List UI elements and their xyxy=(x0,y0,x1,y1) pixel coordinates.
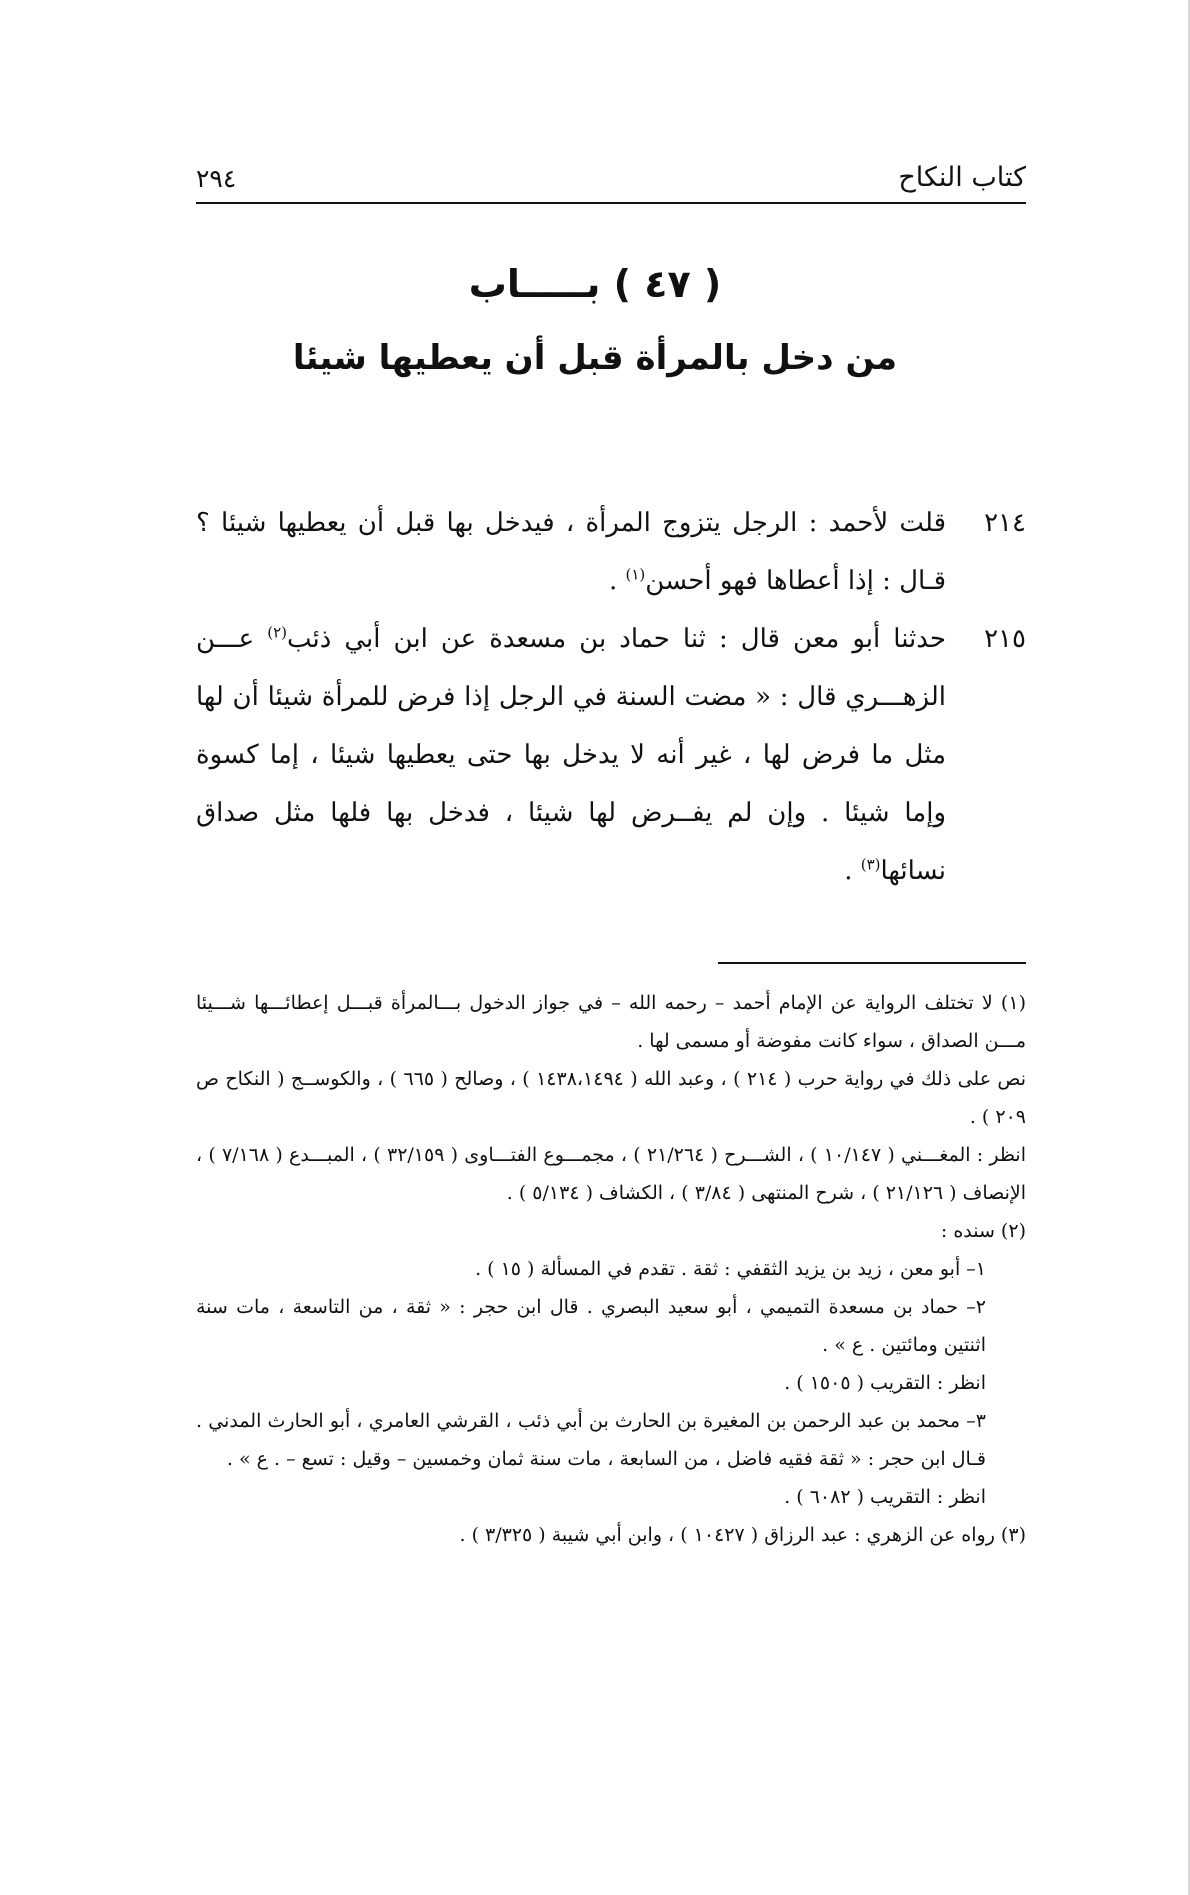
footnote-2: (٢) سنده : xyxy=(940,1220,1026,1242)
footnote-ref: (٣) xyxy=(860,855,881,874)
footnote-1-sources: نص على ذلك في رواية حرب ( ٢١٤ ) ، وعبد الله ( ١٤٣٨،١٤٩٤ ) ، وصالح ( ٦٦٥ ) ، والكوســج ( النكاح ص ٢٠٩ ) . xyxy=(196,1068,1027,1128)
running-title: كتاب النكاح xyxy=(898,162,1026,193)
footnote-2-ref-2: انظر : التقريب ( ١٥٠٥ ) . xyxy=(784,1372,986,1394)
entry-number: ٢١٤ xyxy=(984,508,1026,538)
footnote-2-ref-3: انظر : التقريب ( ٦٠٨٢ ) . xyxy=(784,1486,986,1508)
page-number: ٢٩٤ xyxy=(196,164,237,193)
footnote-1-see-also: انظر : المغـــني ( ١٠/١٤٧ ) ، الشـــرح ( ٢١/٢٦٤ ) ، مجمـــوع الفتـــاوى ( ٣٢/١٥٩ ) ، المبـــدع ( ٧/١٦٨ ) ، الإنصاف ( ٢١/١٢٦ ) ، شرح المنتهى ( ٣/٨٤ ) ، الكشاف ( ٥/١٣٤ ) . xyxy=(196,1144,1026,1204)
entry-text xyxy=(196,610,946,900)
footnote-ref: (٢) xyxy=(267,623,287,642)
footnote-1: (١) لا تختلف الرواية عن الإمام أحمد – رحمه الله – في جواز الدخول بـــالمرأة قبـــل إعطائـــها شـــيئا مـــن الصداق ، سواء كانت مفوضة أو مسمى لها . xyxy=(196,992,1026,1052)
footnotes xyxy=(196,984,1026,1554)
page-header xyxy=(196,158,1026,204)
entry-number: ٢١٥ xyxy=(984,624,1026,654)
footnote-2-narrator-1: ١– أبو معن ، زيد بن يزيد الثقفي : ثقة . تقدم في المسألة ( ١٥ ) . xyxy=(475,1258,986,1280)
entry-body-a: حدثنا أبو معن قال : ثنا حماد بن مسعدة عن ابن أبي ذئب xyxy=(286,624,947,654)
footnote-2-narrator-2: ٢– حماد بن مسعدة التميمي ، أبو سعيد البصري . قال ابن حجر : « ثقة ، من التاسعة ، مات سنة اثنتين ومائتين . ع » . xyxy=(196,1296,986,1356)
chapter-title: من دخل بالمرأة قبل أن يعطيها شيئا xyxy=(292,338,898,378)
footnote-2-narrator-3: ٣– محمد بن عبد الرحمن بن المغيرة بن الحارث بن أبي ذئب ، القرشي العامري ، أبو الحارث المدني . قـال ابن حجر : « ثقة فقيه فاضل ، من السابعة ، مات سنة ثمان وخمسين – وقيل : تسع – . ع » . xyxy=(196,1410,986,1470)
entry-end: . xyxy=(844,856,861,886)
chapter-number: ( ٤٧ ) بـــــاب xyxy=(468,262,722,306)
entry-end: . xyxy=(608,566,626,596)
entry-body: قلت لأحمد : الرجل يتزوج المرأة ، فيدخل بها قبل أن يعطيها شيئا ؟ قـال : إذا أعطاها فهو أحسن xyxy=(196,508,946,596)
footnote-divider xyxy=(718,962,1026,964)
footnote-3: (٣) رواه عن الزهري : عبد الرزاق ( ١٠٤٢٧ ) ، وابن أبي شيبة ( ٣/٣٢٥ ) . xyxy=(459,1524,1026,1546)
entry-text xyxy=(196,494,946,610)
entry-214 xyxy=(196,494,1026,610)
entry-body-b: عـــن الزهـــري قال : « مضت السنة في الرجل إذا فرض للمرأة شيئا أن لها مثل ما فرض لها ، غير أنه لا يدخل بها حتى يعطيها شيئا ، إما كسوة وإما شيئا . وإن لم يفــرض لها شيئا ، فدخل بها فلها مثل صداق نسائها xyxy=(196,624,946,886)
entry-215 xyxy=(196,610,1026,900)
footnote-ref: (١) xyxy=(625,565,646,584)
